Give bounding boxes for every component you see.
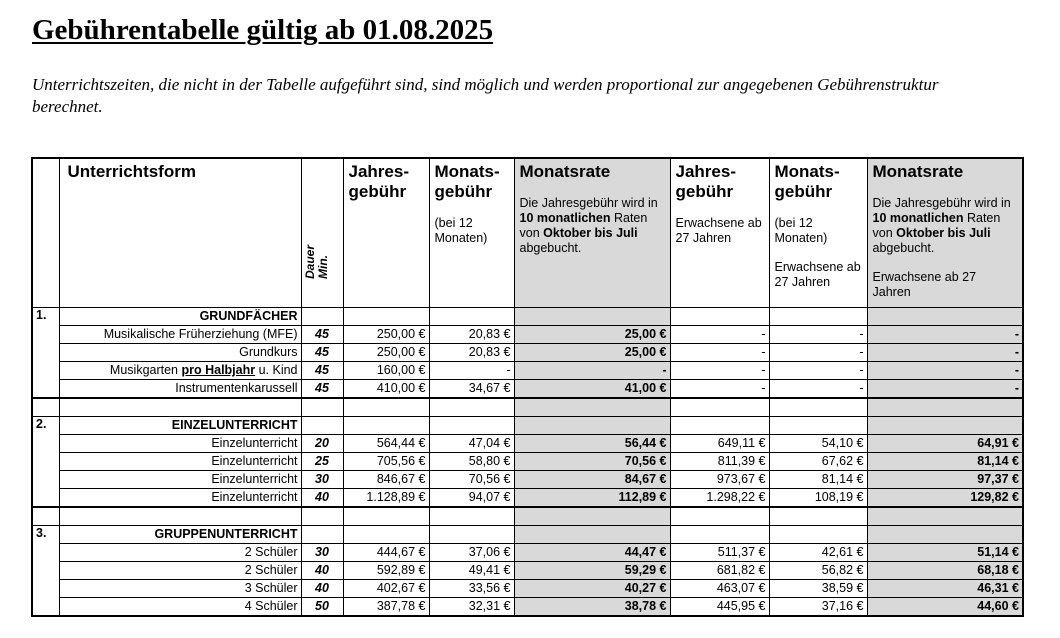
empty-cell	[429, 507, 514, 526]
empty-cell	[867, 308, 1023, 326]
course-name-part: pro Halbjahr	[181, 363, 256, 377]
empty-cell	[32, 398, 59, 417]
note-part: Raten von	[872, 211, 1001, 240]
section-name: GRUPPENUNTERRICHT	[59, 526, 301, 544]
header-monats-sub: (bei 12 Monaten)	[434, 216, 488, 245]
table-row	[32, 362, 1023, 380]
monthly-rate-adult: 68,18 €	[867, 562, 1023, 580]
table-row	[32, 435, 1023, 453]
monthly-fee-adult: 37,16 €	[769, 598, 867, 617]
annual-fee: 250,00 €	[343, 344, 429, 362]
page-title: Gebührentabelle gültig ab 01.08.2025	[32, 14, 494, 46]
header-jahres-label: Jahres-gebühr	[348, 162, 409, 201]
monthly-rate-adult: 46,31 €	[867, 580, 1023, 598]
annual-fee-adult: 811,39 €	[670, 453, 769, 471]
header-rate-adult	[867, 158, 1023, 308]
annual-fee-adult: 1.298,22 €	[670, 489, 769, 508]
monthly-fee: 47,04 €	[429, 435, 514, 453]
course-name-part: u. Kind	[255, 363, 298, 377]
note-part: Raten von	[519, 211, 648, 240]
annual-fee: 387,78 €	[343, 598, 429, 617]
annual-fee: 564,44 €	[343, 435, 429, 453]
monthly-rate-adult: -	[867, 380, 1023, 399]
monthly-fee-adult: 42,61 €	[769, 544, 867, 562]
monthly-rate-adult: -	[867, 344, 1023, 362]
empty-cell	[301, 398, 343, 417]
monthly-rate-adult: 44,60 €	[867, 598, 1023, 617]
course-name: Einzelunterricht	[59, 453, 301, 471]
duration-label-2: Min.	[315, 255, 330, 280]
empty-cell	[429, 526, 514, 544]
empty-cell	[514, 417, 670, 435]
monthly-rate: 41,00 €	[514, 380, 670, 399]
annual-fee-adult: -	[670, 326, 769, 344]
header-monats-adult-sub: (bei 12 Monaten)	[774, 216, 828, 245]
course-name: Musikalische Früherziehung (MFE)	[59, 326, 301, 344]
header-row	[32, 158, 1023, 308]
header-rate-adult-label: Monatsrate	[872, 162, 964, 181]
header-number	[32, 158, 59, 308]
monthly-fee-adult: 54,10 €	[769, 435, 867, 453]
table-row	[32, 562, 1023, 580]
annual-fee-adult: -	[670, 380, 769, 399]
annual-fee: 846,67 €	[343, 471, 429, 489]
empty-cell	[32, 507, 59, 526]
monthly-rate: 56,44 €	[514, 435, 670, 453]
annual-fee-adult: -	[670, 362, 769, 380]
duration: 25	[301, 453, 343, 471]
monthly-rate: 25,00 €	[514, 344, 670, 362]
empty-cell	[343, 526, 429, 544]
table-row	[32, 453, 1023, 471]
annual-fee: 705,56 €	[343, 453, 429, 471]
course-name	[59, 362, 301, 380]
empty-cell	[343, 308, 429, 326]
empty-cell	[429, 417, 514, 435]
duration: 20	[301, 435, 343, 453]
header-monats	[429, 158, 514, 308]
header-rate-adult-note	[873, 196, 1018, 256]
duration: 45	[301, 362, 343, 380]
duration-label-1: Dauer	[302, 245, 317, 280]
course-name-part: Musikgarten	[109, 363, 182, 377]
duration: 40	[301, 580, 343, 598]
empty-cell	[769, 417, 867, 435]
empty-cell	[867, 507, 1023, 526]
table-row	[32, 544, 1023, 562]
empty-cell	[301, 507, 343, 526]
monthly-rate-adult: 97,37 €	[867, 471, 1023, 489]
empty-cell	[514, 308, 670, 326]
monthly-rate-adult: 64,91 €	[867, 435, 1023, 453]
course-name: 2 Schüler	[59, 544, 301, 562]
duration: 45	[301, 344, 343, 362]
table-row	[32, 344, 1023, 362]
empty-cell	[867, 398, 1023, 417]
course-name: 3 Schüler	[59, 580, 301, 598]
empty-cell	[670, 507, 769, 526]
course-name: Instrumentenkarussell	[59, 380, 301, 399]
section-row	[32, 526, 1023, 544]
header-form-label: Unterrichtsform	[67, 162, 196, 181]
course-name: Einzelunterricht	[59, 489, 301, 508]
annual-fee-adult: 511,37 €	[670, 544, 769, 562]
header-rate-label: Monatsrate	[519, 162, 611, 181]
header-monats-adult	[769, 158, 867, 308]
empty-cell	[514, 398, 670, 417]
section-name: GRUNDFÄCHER	[59, 308, 301, 326]
header-duration	[301, 158, 343, 308]
annual-fee: 444,67 €	[343, 544, 429, 562]
monthly-rate-adult: 51,14 €	[867, 544, 1023, 562]
course-name: 2 Schüler	[59, 562, 301, 580]
header-jahres-adult	[670, 158, 769, 308]
monthly-rate: 25,00 €	[514, 326, 670, 344]
monthly-fee: 94,07 €	[429, 489, 514, 508]
header-jahres-adult-sub: Erwachsene ab 27 Jahren	[675, 216, 762, 245]
duration: 45	[301, 380, 343, 399]
header-monats-label: Monats-gebühr	[434, 162, 500, 201]
empty-cell	[867, 417, 1023, 435]
monthly-rate-adult: -	[867, 326, 1023, 344]
empty-cell	[343, 398, 429, 417]
header-jahres-adult-label: Jahres-gebühr	[675, 162, 736, 201]
monthly-fee-adult: 108,19 €	[769, 489, 867, 508]
intro-text: Unterrichtszeiten, die nicht in der Tabelle aufgeführt sind, sind möglich und werden proportional zur angegebenen Gebührenstruktur berechnet.	[32, 75, 939, 116]
note-part: Oktober bis Juli	[543, 226, 638, 240]
monthly-rate: 44,47 €	[514, 544, 670, 562]
empty-cell	[59, 507, 301, 526]
course-name: Einzelunterricht	[59, 435, 301, 453]
annual-fee: 1.128,89 €	[343, 489, 429, 508]
empty-cell	[301, 417, 343, 435]
spacer-row	[32, 507, 1023, 526]
monthly-fee-adult: 81,14 €	[769, 471, 867, 489]
monthly-rate: 59,29 €	[514, 562, 670, 580]
monthly-fee: 32,31 €	[429, 598, 514, 617]
header-rate	[514, 158, 670, 308]
annual-fee: 402,67 €	[343, 580, 429, 598]
duration: 45	[301, 326, 343, 344]
note-part: abgebucht.	[872, 241, 935, 255]
duration: 40	[301, 562, 343, 580]
table-row	[32, 489, 1023, 508]
duration: 30	[301, 471, 343, 489]
course-name: Grundkurs	[59, 344, 301, 362]
monthly-rate: 84,67 €	[514, 471, 670, 489]
monthly-fee-adult: 56,82 €	[769, 562, 867, 580]
duration: 30	[301, 544, 343, 562]
table-row	[32, 380, 1023, 399]
duration: 40	[301, 489, 343, 508]
monthly-fee: 20,83 €	[429, 344, 514, 362]
table-row	[32, 326, 1023, 344]
empty-cell	[514, 526, 670, 544]
annual-fee-adult: 681,82 €	[670, 562, 769, 580]
fee-table	[31, 157, 1024, 617]
empty-cell	[769, 308, 867, 326]
empty-cell	[59, 398, 301, 417]
note-part: Die Jahresgebühr wird in	[519, 196, 658, 210]
section-number: 3.	[32, 526, 59, 617]
empty-cell	[514, 507, 670, 526]
annual-fee-adult: 463,07 €	[670, 580, 769, 598]
monthly-rate: 112,89 €	[514, 489, 670, 508]
monthly-rate: 38,78 €	[514, 598, 670, 617]
course-name: Einzelunterricht	[59, 471, 301, 489]
annual-fee-adult: 649,11 €	[670, 435, 769, 453]
monthly-fee-adult: -	[769, 380, 867, 399]
monthly-rate-adult: 129,82 €	[867, 489, 1023, 508]
empty-cell	[867, 526, 1023, 544]
course-name: 4 Schüler	[59, 598, 301, 617]
section-number: 1.	[32, 308, 59, 399]
empty-cell	[670, 398, 769, 417]
annual-fee: 592,89 €	[343, 562, 429, 580]
header-duration-label	[304, 245, 330, 279]
monthly-fee-adult: -	[769, 326, 867, 344]
header-form	[59, 158, 301, 308]
monthly-fee: 70,56 €	[429, 471, 514, 489]
annual-fee-adult: 445,95 €	[670, 598, 769, 617]
empty-cell	[670, 308, 769, 326]
monthly-fee-adult: 67,62 €	[769, 453, 867, 471]
monthly-fee: 20,83 €	[429, 326, 514, 344]
note-part: Die Jahresgebühr wird in	[872, 196, 1011, 210]
note-part: 10 monatlichen	[872, 211, 964, 225]
monthly-fee-adult: -	[769, 344, 867, 362]
monthly-rate: 40,27 €	[514, 580, 670, 598]
annual-fee-adult: -	[670, 344, 769, 362]
section-number: 2.	[32, 417, 59, 508]
header-rate-note	[520, 196, 665, 256]
annual-fee: 160,00 €	[343, 362, 429, 380]
empty-cell	[429, 398, 514, 417]
monthly-fee: 58,80 €	[429, 453, 514, 471]
empty-cell	[769, 398, 867, 417]
table-row	[32, 580, 1023, 598]
empty-cell	[769, 526, 867, 544]
section-name: EINZELUNTERRICHT	[59, 417, 301, 435]
empty-cell	[301, 526, 343, 544]
note-part: abgebucht.	[519, 241, 582, 255]
duration: 50	[301, 598, 343, 617]
annual-fee: 410,00 €	[343, 380, 429, 399]
section-row	[32, 417, 1023, 435]
monthly-fee: 33,56 €	[429, 580, 514, 598]
table-row	[32, 598, 1023, 617]
note-part: 10 monatlichen	[519, 211, 611, 225]
empty-cell	[670, 417, 769, 435]
table-row	[32, 471, 1023, 489]
monthly-fee: 34,67 €	[429, 380, 514, 399]
header-monats-adult-sub2: Erwachsene ab 27 Jahren	[774, 260, 861, 289]
monthly-rate-adult: -	[867, 362, 1023, 380]
header-jahres	[343, 158, 429, 308]
monthly-rate-adult: 81,14 €	[867, 453, 1023, 471]
note-part: Oktober bis Juli	[896, 226, 991, 240]
header-monats-adult-label: Monats-gebühr	[774, 162, 840, 201]
monthly-fee: 37,06 €	[429, 544, 514, 562]
monthly-fee: -	[429, 362, 514, 380]
annual-fee-adult: 973,67 €	[670, 471, 769, 489]
header-rate-adult-sub2: Erwachsene ab 27 Jahren	[872, 270, 977, 299]
empty-cell	[769, 507, 867, 526]
annual-fee: 250,00 €	[343, 326, 429, 344]
empty-cell	[670, 526, 769, 544]
empty-cell	[301, 308, 343, 326]
monthly-fee-adult: -	[769, 362, 867, 380]
monthly-fee-adult: 38,59 €	[769, 580, 867, 598]
monthly-rate: 70,56 €	[514, 453, 670, 471]
section-row	[32, 308, 1023, 326]
table-body	[32, 308, 1023, 617]
empty-cell	[343, 417, 429, 435]
monthly-rate: -	[514, 362, 670, 380]
spacer-row	[32, 398, 1023, 417]
monthly-fee: 49,41 €	[429, 562, 514, 580]
empty-cell	[429, 308, 514, 326]
empty-cell	[343, 507, 429, 526]
